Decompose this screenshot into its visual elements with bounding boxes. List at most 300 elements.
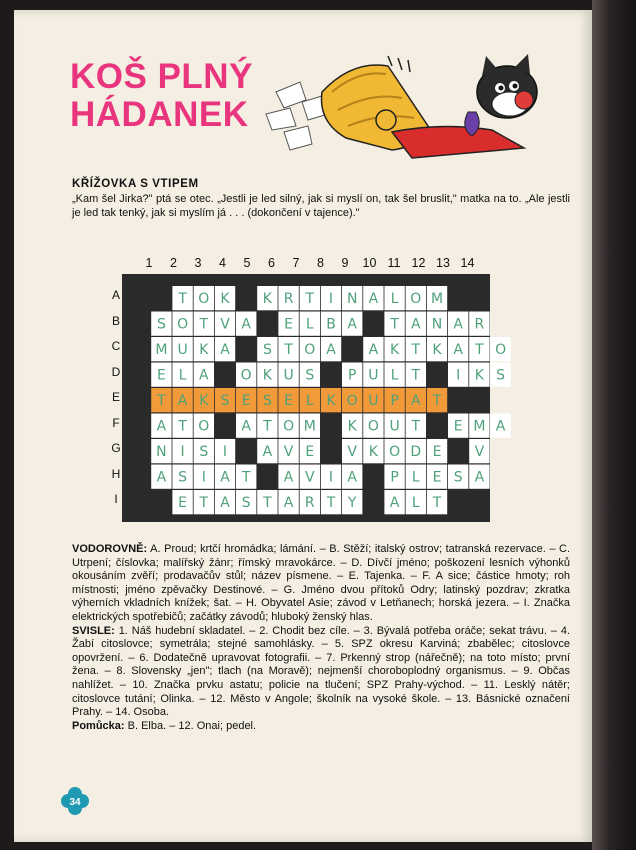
grid-letter: A <box>283 495 294 511</box>
grid-cell <box>194 465 214 489</box>
grid-cell <box>215 312 235 336</box>
grid-cell <box>194 312 214 336</box>
grid-cell <box>469 337 489 361</box>
grid-letter: O <box>198 418 210 435</box>
page-title <box>70 58 253 134</box>
row-letter: D <box>111 364 121 379</box>
grid-highlight-cell <box>363 388 383 412</box>
grid-black-cell <box>448 286 468 310</box>
grid-letter: L <box>390 367 399 384</box>
row-letter: B <box>111 313 120 328</box>
grid-black-cell <box>130 465 150 489</box>
grid-black-cell <box>151 286 171 310</box>
grid-cell <box>151 439 171 463</box>
grid-letter: A <box>411 316 421 333</box>
grid-cell <box>384 465 404 489</box>
grid-cell <box>257 439 277 463</box>
grid-cell <box>321 286 341 310</box>
grid-letter: A <box>156 418 167 435</box>
grid-letter: M <box>303 418 316 435</box>
grid-cell <box>257 414 277 438</box>
title-line-2: HÁDANEK <box>70 95 249 134</box>
column-number: 12 <box>411 256 426 270</box>
grid-letter: T <box>199 316 209 333</box>
grid-letter: S <box>199 444 209 460</box>
grid-cell <box>448 312 468 336</box>
hint <box>72 720 570 734</box>
grid-cell <box>278 414 298 438</box>
grid-highlight-cell <box>236 388 256 412</box>
grid-cell <box>363 286 383 310</box>
grid-cell <box>278 337 298 361</box>
grid-cell <box>194 414 214 438</box>
grid-letter: S <box>156 316 166 333</box>
grid-cell <box>469 414 489 438</box>
row-letter: E <box>111 390 120 404</box>
grid-letter: A <box>368 342 379 358</box>
grid-letter: S <box>496 367 506 384</box>
grid-cell <box>469 465 489 489</box>
row-letter: C <box>111 339 121 353</box>
grid-letter: A <box>283 469 294 486</box>
grid-letter: A <box>220 495 230 511</box>
grid-highlight-cell <box>215 388 235 412</box>
vertical-clues <box>72 625 570 720</box>
grid-letter: I <box>456 367 461 384</box>
grid-letter: K <box>326 393 336 409</box>
grid-cell <box>172 490 192 514</box>
grid-cell <box>236 363 256 387</box>
grid-black-cell <box>130 490 150 514</box>
grid-cell <box>257 363 277 387</box>
grid-highlight-cell <box>151 388 171 412</box>
grid-cell <box>406 286 426 310</box>
grid-cell <box>257 490 277 514</box>
grid-letter: T <box>284 342 293 358</box>
grid-black-cell <box>448 439 468 463</box>
grid-letter: K <box>347 418 357 435</box>
grid-letter: I <box>222 444 228 460</box>
grid-letter: T <box>305 291 315 307</box>
grid-cell <box>363 363 383 387</box>
grid-cell <box>278 490 298 514</box>
grid-letter: U <box>177 342 188 358</box>
grid-letter: T <box>241 469 251 486</box>
grid-letter: L <box>411 469 420 486</box>
grid-letter: T <box>390 316 399 333</box>
grid-letter: K <box>262 291 272 307</box>
grid-cell <box>172 363 192 387</box>
grid-cell <box>384 312 404 336</box>
column-number: 4 <box>219 256 226 270</box>
grid-letter: R <box>283 291 294 307</box>
grid-letter: A <box>199 367 209 384</box>
grid-letter: L <box>411 495 420 511</box>
grid-letter: I <box>328 291 334 307</box>
grid-highlight-cell <box>406 388 426 412</box>
grid-cell <box>427 439 447 463</box>
grid-letter: I <box>180 444 185 460</box>
grid-cell <box>427 490 447 514</box>
grid-letter: I <box>328 469 334 486</box>
column-number: 6 <box>268 256 275 270</box>
grid-black-cell <box>215 414 235 438</box>
grid-letter: M <box>473 418 486 435</box>
grid-letter: P <box>347 367 357 384</box>
column-number: 9 <box>341 256 349 270</box>
crossword-grid <box>120 272 507 524</box>
grid-letter: O <box>367 418 379 435</box>
grid-cell <box>321 312 341 336</box>
grid-letter: K <box>199 342 209 358</box>
grid-letter: V <box>283 444 294 460</box>
grid-cell <box>342 465 362 489</box>
horizontal-clues-text: A. Proud; krtčí hromádka; lámání. – B. Stěží; italský ostrov; tatranská rezervace. – C. Utrpení; číslovka; malířský žánr; římský mravokárce. – D. Dívčí jméno; poškození lesních výhonků okousáním zvěří; prodavačův stůl; název písmene. – E. Tajenka. – F. A sice; částice hmoty; roh místnosti; jméno zpěvačky Destinové. – G. Jméno dvou přítoků Odry; latinský pozdrav; zkratka výherních vkladních knížek; šat. – H. Obyvatel Asie; závod v Letňanech; horská jezera. – I. Značka elektrických spotřebičů; začátky závodů; hluboký ženský hlas. <box>72 543 571 623</box>
grid-cell <box>215 490 235 514</box>
grid-black-cell <box>257 465 277 489</box>
grid-cell <box>342 363 362 387</box>
grid-letter: M <box>155 342 168 358</box>
grid-cell <box>321 337 341 361</box>
cat-with-basket-illustration <box>262 52 552 162</box>
grid-black-cell <box>130 363 150 387</box>
grid-cell <box>194 363 214 387</box>
grid-letter: S <box>220 393 230 409</box>
grid-letter: R <box>474 316 485 333</box>
grid-letter: S <box>305 367 315 384</box>
grid-cell <box>300 414 320 438</box>
grid-cell <box>384 337 404 361</box>
grid-black-cell <box>363 490 383 514</box>
grid-cell <box>406 337 426 361</box>
grid-letter: T <box>475 342 484 358</box>
grid-cell <box>427 312 447 336</box>
column-number: 8 <box>317 256 324 270</box>
horizontal-clues <box>72 543 570 625</box>
grid-highlight-cell <box>321 388 341 412</box>
grid-letter: Y <box>347 495 357 511</box>
grid-cell <box>427 337 447 361</box>
grid-cell <box>215 465 235 489</box>
grid-cell <box>342 286 362 310</box>
grid-letter: O <box>410 291 422 307</box>
grid-letter: E <box>305 444 315 460</box>
grid-cell <box>194 439 214 463</box>
grid-cell <box>257 286 277 310</box>
grid-letter: T <box>411 342 421 358</box>
grid-cell <box>215 286 235 310</box>
grid-letter: S <box>178 469 188 486</box>
grid-black-cell <box>130 312 150 336</box>
grid-highlight-cell <box>384 388 404 412</box>
grid-letter: K <box>220 291 230 307</box>
grid-letter: S <box>262 393 272 409</box>
grid-cell <box>427 286 447 310</box>
column-number: 2 <box>170 256 177 270</box>
grid-cell <box>236 490 256 514</box>
grid-cell <box>448 465 468 489</box>
column-numbers <box>130 256 490 272</box>
crossword-subtitle: KŘÍŽOVKA S VTIPEM <box>72 178 199 190</box>
grid-black-cell <box>448 490 468 514</box>
grid-cell <box>236 414 256 438</box>
grid-black-cell <box>363 465 383 489</box>
grid-cell <box>236 465 256 489</box>
grid-cell <box>300 363 320 387</box>
grid-cell <box>342 414 362 438</box>
grid-letter: A <box>347 316 357 333</box>
grid-black-cell <box>130 337 150 361</box>
grid-black-cell <box>321 439 341 463</box>
grid-cell <box>448 414 468 438</box>
column-number: 13 <box>436 256 450 270</box>
grid-cell <box>342 490 362 514</box>
grid-letter: V <box>474 444 485 460</box>
grid-cell <box>469 363 489 387</box>
grid-letter: O <box>346 393 358 409</box>
grid-letter: T <box>178 291 187 307</box>
grid-cell <box>300 465 320 489</box>
grid-letter: T <box>432 495 442 511</box>
grid-cell <box>278 286 298 310</box>
grid-letter: D <box>410 444 422 460</box>
grid-cell <box>342 439 362 463</box>
grid-letter: E <box>284 393 294 409</box>
grid-cell <box>469 312 489 336</box>
grid-letter: A <box>262 444 273 460</box>
grid-letter: A <box>241 418 251 435</box>
grid-letter: T <box>263 418 272 435</box>
grid-letter: A <box>453 342 463 358</box>
grid-letter: B <box>326 316 336 333</box>
grid-black-cell <box>342 337 362 361</box>
grid-letter: T <box>263 495 272 511</box>
grid-cell <box>490 337 510 361</box>
grid-highlight-cell <box>194 388 214 412</box>
grid-cell <box>406 414 426 438</box>
grid-letter: E <box>432 444 442 460</box>
grid-cell <box>278 312 298 336</box>
grid-black-cell <box>363 312 383 336</box>
column-number: 14 <box>460 256 475 270</box>
grid-letter: M <box>430 291 444 307</box>
grid-letter: K <box>432 342 442 358</box>
grid-cell <box>151 414 171 438</box>
clues-section <box>72 543 570 733</box>
grid-letter: A <box>411 393 421 409</box>
grid-black-cell <box>130 388 150 412</box>
page-number-clover <box>60 786 90 816</box>
title-line-1: KOŠ PLNÝ <box>70 57 253 96</box>
grid-black-cell <box>427 363 447 387</box>
grid-letter: K <box>199 393 209 409</box>
grid-cell <box>469 439 489 463</box>
grid-letter: U <box>389 418 400 435</box>
grid-letter: V <box>305 469 315 486</box>
grid-cell <box>363 439 383 463</box>
grid-cell <box>406 465 426 489</box>
grid-letter: P <box>390 393 399 409</box>
grid-letter: O <box>389 444 401 460</box>
grid-cell <box>384 414 404 438</box>
grid-black-cell <box>130 414 150 438</box>
grid-cell <box>172 439 192 463</box>
grid-letter: L <box>178 367 187 384</box>
grid-letter: E <box>178 495 188 511</box>
grid-cell <box>384 286 404 310</box>
grid-cell <box>300 337 320 361</box>
grid-cell <box>406 363 426 387</box>
row-letter: I <box>114 492 118 506</box>
hint-label: Pomůcka: <box>72 719 125 732</box>
grid-cell <box>363 414 383 438</box>
grid-highlight-cell <box>257 388 277 412</box>
grid-letter: O <box>304 342 316 358</box>
grid-highlight-cell <box>172 388 192 412</box>
page-number: 34 <box>69 797 81 808</box>
column-number: 1 <box>145 256 153 270</box>
grid-cell <box>172 337 192 361</box>
book-spine <box>592 0 636 850</box>
grid-letter: S <box>241 495 251 511</box>
grid-black-cell <box>427 414 447 438</box>
grid-letter: K <box>390 342 400 358</box>
row-letter: H <box>111 466 121 481</box>
column-number: 10 <box>362 256 377 270</box>
grid-cell <box>300 312 320 336</box>
grid-cell <box>363 337 383 361</box>
grid-letter: A <box>495 418 506 435</box>
row-letter: G <box>111 441 121 455</box>
grid-cell <box>194 286 214 310</box>
grid-black-cell <box>236 286 256 310</box>
grid-letter: A <box>326 342 336 358</box>
grid-letter: O <box>495 342 507 358</box>
grid-letter: V <box>220 316 230 333</box>
grid-cell <box>321 465 341 489</box>
hint-text: B. Elba. – 12. Onai; pedel. <box>127 719 257 732</box>
grid-cell <box>448 363 468 387</box>
grid-cell <box>278 439 298 463</box>
grid-cell <box>384 439 404 463</box>
grid-cell <box>406 439 426 463</box>
grid-letter: O <box>240 367 252 384</box>
grid-cell <box>151 465 171 489</box>
grid-letter: A <box>220 342 230 358</box>
grid-letter: U <box>368 367 379 384</box>
grid-cell <box>448 337 468 361</box>
grid-letter: A <box>347 469 357 486</box>
grid-letter: T <box>411 367 421 384</box>
grid-letter: A <box>389 495 400 511</box>
grid-cell <box>406 312 426 336</box>
grid-black-cell <box>236 439 256 463</box>
grid-cell <box>257 337 277 361</box>
grid-black-cell <box>236 337 256 361</box>
grid-letter: T <box>157 393 166 409</box>
grid-black-cell <box>321 414 341 438</box>
grid-letter: K <box>474 367 484 384</box>
grid-letter: E <box>284 316 294 333</box>
grid-letter: O <box>177 316 189 333</box>
grid-letter: O <box>283 418 295 435</box>
grid-cell <box>172 414 192 438</box>
grid-cell <box>151 363 171 387</box>
grid-cell <box>427 465 447 489</box>
grid-black-cell <box>321 363 341 387</box>
column-number: 5 <box>243 256 251 270</box>
grid-highlight-cell <box>427 388 447 412</box>
grid-letter: L <box>305 393 314 409</box>
grid-cell <box>490 363 510 387</box>
grid-black-cell <box>151 490 171 514</box>
grid-letter: T <box>411 418 421 435</box>
crossword-intro: „Kam šel Jirka?" ptá se otec. „Jestli je led silný, jak si myslí on, tak šel bruslit," matka na to. „Ale jestli je led tak tenký, jak si myslím já . . . (dokončení v tajence)." <box>72 193 570 219</box>
grid-cell <box>215 439 235 463</box>
grid-letter: T <box>178 418 187 435</box>
grid-cell <box>151 337 171 361</box>
grid-letter: T <box>432 393 442 409</box>
grid-letter: U <box>283 367 294 384</box>
grid-letter: S <box>453 469 463 486</box>
grid-letter: A <box>177 393 188 409</box>
grid-highlight-cell <box>300 388 320 412</box>
grid-cell <box>215 337 235 361</box>
grid-cell <box>172 465 192 489</box>
grid-letter: A <box>368 291 379 307</box>
row-letter: A <box>111 288 120 302</box>
vertical-clues-label: SVISLE: <box>72 624 115 637</box>
grid-cell <box>342 312 362 336</box>
grid-cell <box>278 465 298 489</box>
grid-cell <box>278 363 298 387</box>
grid-letter: T <box>326 495 336 511</box>
grid-letter: V <box>347 444 357 460</box>
grid-cell <box>172 312 192 336</box>
grid-cell <box>300 439 320 463</box>
grid-cell <box>321 490 341 514</box>
grid-cell <box>300 286 320 310</box>
grid-black-cell <box>257 312 277 336</box>
grid-cell <box>490 414 510 438</box>
grid-letter: T <box>199 495 209 511</box>
grid-letter: E <box>453 418 463 435</box>
grid-letter: N <box>431 316 443 333</box>
grid-highlight-cell <box>278 388 298 412</box>
grid-black-cell <box>215 363 235 387</box>
paper-scraps <box>266 82 328 150</box>
grid-letter: K <box>262 367 272 384</box>
grid-letter: I <box>201 469 206 486</box>
grid-letter: L <box>390 291 399 307</box>
grid-cell <box>194 337 214 361</box>
grid-letter: L <box>305 316 314 333</box>
grid-letter: E <box>241 393 251 409</box>
grid-letter: O <box>198 291 210 307</box>
grid-black-cell <box>130 439 150 463</box>
grid-cell <box>384 363 404 387</box>
grid-cell <box>151 312 171 336</box>
grid-letter: U <box>368 393 379 409</box>
grid-cell <box>236 312 256 336</box>
column-number: 7 <box>292 256 300 270</box>
grid-letter: P <box>390 469 399 486</box>
grid-black-cell <box>130 286 150 310</box>
grid-letter: R <box>304 495 315 511</box>
grid-letter: E <box>432 469 442 486</box>
grid-letter: A <box>241 316 251 333</box>
grid-letter: A <box>474 469 485 486</box>
